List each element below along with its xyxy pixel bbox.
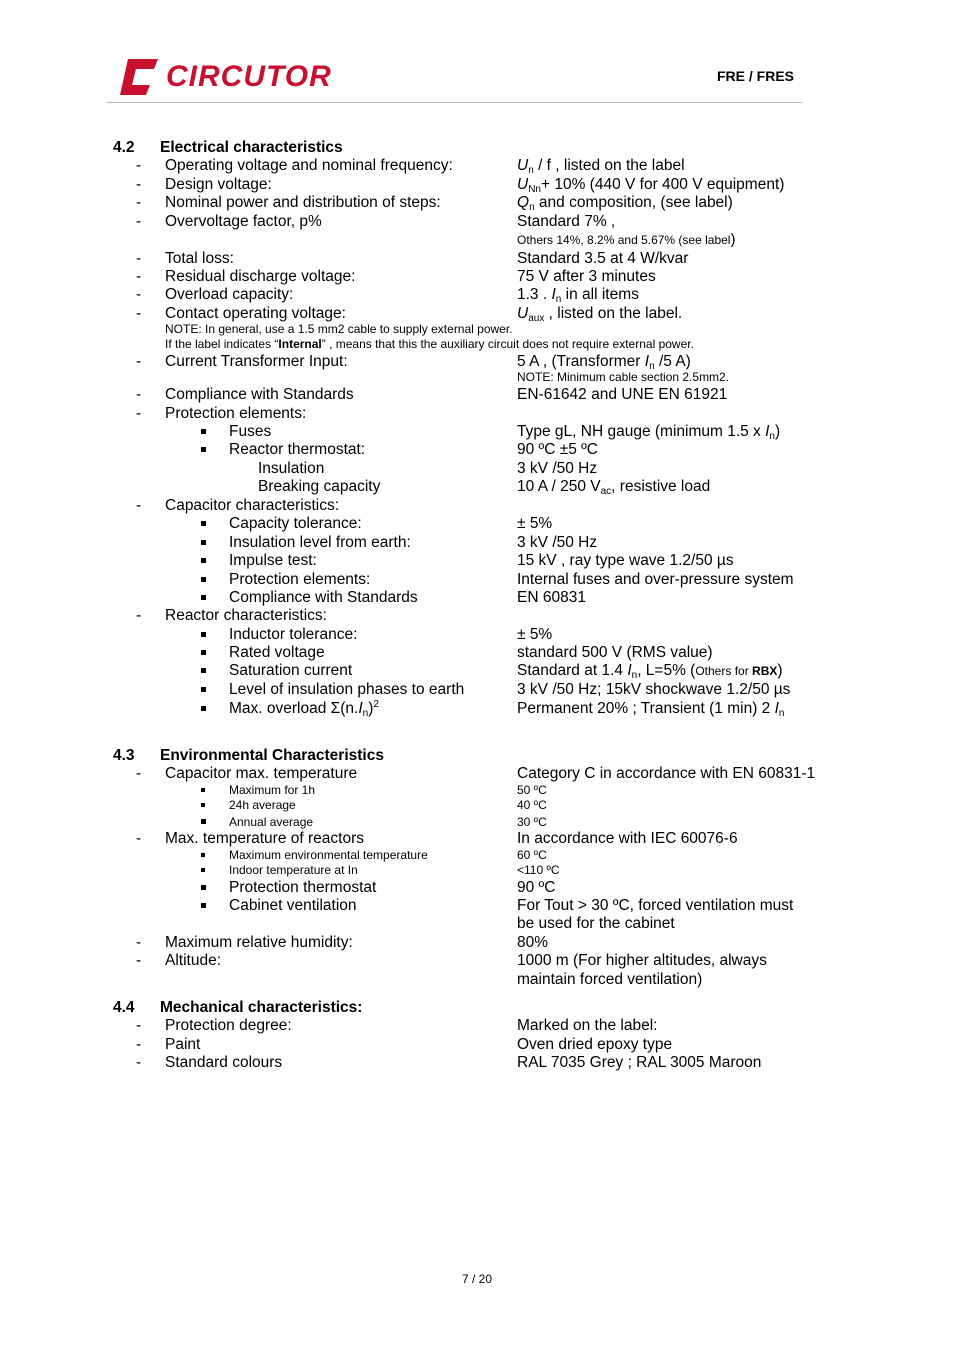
bullet <box>201 429 206 434</box>
spec-label: 24h average <box>229 798 296 812</box>
section-number: 4.4 <box>113 999 135 1016</box>
spec-label: Maximum for 1h <box>229 783 316 797</box>
spec-value: RAL 7035 Grey ; RAL 3005 Maroon <box>517 1054 762 1071</box>
dash: - <box>136 213 142 230</box>
spec-value: 3 kV /50 Hz <box>517 460 598 477</box>
bullet <box>201 687 206 692</box>
bullet <box>201 447 206 452</box>
spec-value: 50 ºC <box>517 783 547 797</box>
bullet <box>201 868 205 872</box>
dash: - <box>136 176 142 193</box>
spec-value: $U_{aux}$ , listed on the label. <box>517 305 683 324</box>
spec-note: Others 14%, 8.2% and 5.67% (see label) <box>517 231 736 248</box>
spec-label: Maximum relative humidity: <box>165 934 353 951</box>
bullet <box>201 521 206 526</box>
spec-value: 90 ºC ±5 ºC <box>517 441 598 458</box>
spec-label: Indoor temperature at In <box>229 863 358 877</box>
bullet <box>201 803 205 807</box>
dash: - <box>136 1017 142 1034</box>
spec-value: EN-61642 and UNE EN 61921 <box>517 386 728 403</box>
spec-note: NOTE: In general, use a 1.5 mm2 cable to supply external power. <box>165 322 513 336</box>
spec-value: Standard at 1.4 $I_n$, L=5% (Others for RBX) <box>517 662 783 681</box>
spec-label: Insulation <box>258 460 325 477</box>
bullet <box>201 540 206 545</box>
bullet <box>201 558 206 563</box>
spec-value: 10 A / 250 $V_{ac}$, resistive load <box>517 478 711 497</box>
spec-value: ± 5% <box>517 515 553 532</box>
spec-value: 75 V after 3 minutes <box>517 268 656 285</box>
spec-value: 3 kV /50 Hz <box>517 534 598 551</box>
spec-value: For Tout > 30 ºC, forced ventilation must <box>517 897 794 914</box>
brand-name: CIRCUTOR <box>166 60 332 93</box>
spec-label: Overload capacity: <box>165 286 294 303</box>
spec-value: Standard 7% , <box>517 213 616 230</box>
spec-label: Reactor thermostat: <box>229 441 366 458</box>
dash: - <box>136 305 142 322</box>
spec-label: Contact operating voltage: <box>165 305 346 322</box>
spec-label: Total loss: <box>165 250 234 267</box>
bullet <box>201 788 205 792</box>
spec-label: Protection thermostat <box>229 879 377 896</box>
spec-value: 60 ºC <box>517 848 547 862</box>
spec-value: Marked on the label: <box>517 1017 658 1034</box>
bullet <box>201 853 205 857</box>
spec-label: Altitude: <box>165 952 222 969</box>
document-code: FRE / FRES <box>716 68 794 84</box>
spec-value: 1000 m (For higher altitudes, always <box>517 952 767 969</box>
spec-value: 30 ºC <box>517 815 547 829</box>
spec-label: Overvoltage factor, p% <box>165 213 322 230</box>
spec-value: maintain forced ventilation) <box>517 971 703 988</box>
spec-value: Oven dried epoxy type <box>517 1036 673 1053</box>
bullet <box>201 632 206 637</box>
spec-label: Maximum environmental temperature <box>229 848 428 862</box>
spec-value: Permanent 20% ; Transient (1 min) 2 $I_n$ <box>517 700 785 719</box>
spec-label: Paint <box>165 1036 201 1053</box>
section-number: 4.3 <box>113 747 135 764</box>
spec-label: Breaking capacity <box>258 478 381 495</box>
spec-value: 40 ºC <box>517 798 547 812</box>
spec-label: Residual discharge voltage: <box>165 268 356 285</box>
dash: - <box>136 1054 142 1071</box>
spec-label: Current Transformer Input: <box>165 353 348 370</box>
dash: - <box>136 250 142 267</box>
spec-value: $U_n$ / f , listed on the label <box>517 157 685 176</box>
bullet <box>201 577 206 582</box>
bullet <box>201 706 206 711</box>
dash: - <box>136 157 142 174</box>
spec-label: Capacitor max. temperature <box>165 765 358 782</box>
bullet <box>201 595 206 600</box>
bullet <box>201 668 206 673</box>
dash: - <box>136 934 142 951</box>
spec-label: Max. overload $\Sigma(n.I_n)^2$ <box>229 699 379 719</box>
dash: - <box>136 405 142 422</box>
dash: - <box>136 386 142 403</box>
bullet <box>201 885 206 890</box>
spec-label: Compliance with Standards <box>165 386 354 403</box>
spec-label: Saturation current <box>229 662 353 679</box>
spec-value: $U_{Nn}+ 10\%$ (440 V for 400 V equipment) <box>517 176 785 195</box>
spec-value: 1.3 . $I_n$ in all items <box>517 286 639 305</box>
page-header <box>106 56 802 103</box>
spec-value: be used for the cabinet <box>517 915 675 932</box>
spec-label: Protection degree: <box>165 1017 292 1034</box>
spec-label: Max. temperature of reactors <box>165 830 364 847</box>
spec-value: 80% <box>517 934 549 951</box>
dash: - <box>136 607 142 624</box>
spec-value: standard 500 V (RMS value) <box>517 644 713 661</box>
spec-note: NOTE: Minimum cable section 2.5mm2. <box>517 370 730 384</box>
section-title: Mechanical characteristics: <box>160 999 363 1016</box>
spec-label: Design voltage: <box>165 176 272 193</box>
spec-label: Capacitor characteristics: <box>165 497 340 514</box>
dash: - <box>136 286 142 303</box>
spec-value: 90 ºC <box>517 879 556 896</box>
dash: - <box>136 268 142 285</box>
spec-value: $Q_n$ and composition, (see label) <box>517 194 733 213</box>
dash: - <box>136 1036 142 1053</box>
spec-value: <110 ºC <box>517 863 560 877</box>
spec-value: ± 5% <box>517 626 553 643</box>
dash: - <box>136 497 142 514</box>
spec-value: Internal fuses and over-pressure system <box>517 571 794 588</box>
spec-label: Nominal power and distribution of steps: <box>165 194 441 211</box>
spec-label: Operating voltage and nominal frequency: <box>165 157 453 174</box>
brand-logo <box>118 56 332 98</box>
spec-label: Protection elements: <box>229 571 371 588</box>
spec-label: Insulation level from earth: <box>229 534 411 551</box>
spec-label: Fuses <box>229 423 272 440</box>
spec-value: 3 kV /50 Hz; 15kV shockwave 1.2/50 µs <box>517 681 791 698</box>
spec-value: In accordance with IEC 60076-6 <box>517 830 738 847</box>
spec-label: Rated voltage <box>229 644 325 661</box>
spec-label: Standard colours <box>165 1054 283 1071</box>
dash: - <box>136 765 142 782</box>
spec-label: Annual average <box>229 815 314 829</box>
spec-label: Capacity tolerance: <box>229 515 362 532</box>
spec-value: EN 60831 <box>517 589 586 606</box>
spec-value: Category C in accordance with EN 60831-1 <box>517 765 816 782</box>
spec-label: Cabinet ventilation <box>229 897 357 914</box>
spec-label: Impulse test: <box>229 552 317 569</box>
dash: - <box>136 194 142 211</box>
spec-label: Compliance with Standards <box>229 589 418 606</box>
spec-value: 5 A , (Transformer $I_n$ /5 A) <box>517 353 691 372</box>
spec-note: If the label indicates “Internal” , means that this the auxiliary circuit does not require external power. <box>165 337 694 351</box>
bullet <box>201 650 206 655</box>
spec-label: Inductor tolerance: <box>229 626 358 643</box>
dash: - <box>136 830 142 847</box>
spec-value: Standard 3.5 at 4 W/kvar <box>517 250 689 267</box>
spec-label: Protection elements: <box>165 405 307 422</box>
bullet <box>201 819 206 824</box>
spec-label: Level of insulation phases to earth <box>229 681 465 698</box>
dash: - <box>136 952 142 969</box>
section-number: 4.2 <box>113 139 135 156</box>
spec-value: Type gL, NH gauge (minimum 1.5 x $I_n$) <box>517 423 781 442</box>
spec-label: Reactor characteristics: <box>165 607 327 624</box>
section-title: Environmental Characteristics <box>160 747 384 764</box>
dash: - <box>136 353 142 370</box>
spec-value: 15 kV , ray type wave 1.2/50 µs <box>517 552 734 569</box>
page-number: 7 / 20 <box>461 1272 493 1286</box>
circutor-logo-icon <box>118 57 160 97</box>
bullet <box>201 903 206 908</box>
section-title: Electrical characteristics <box>160 139 343 156</box>
